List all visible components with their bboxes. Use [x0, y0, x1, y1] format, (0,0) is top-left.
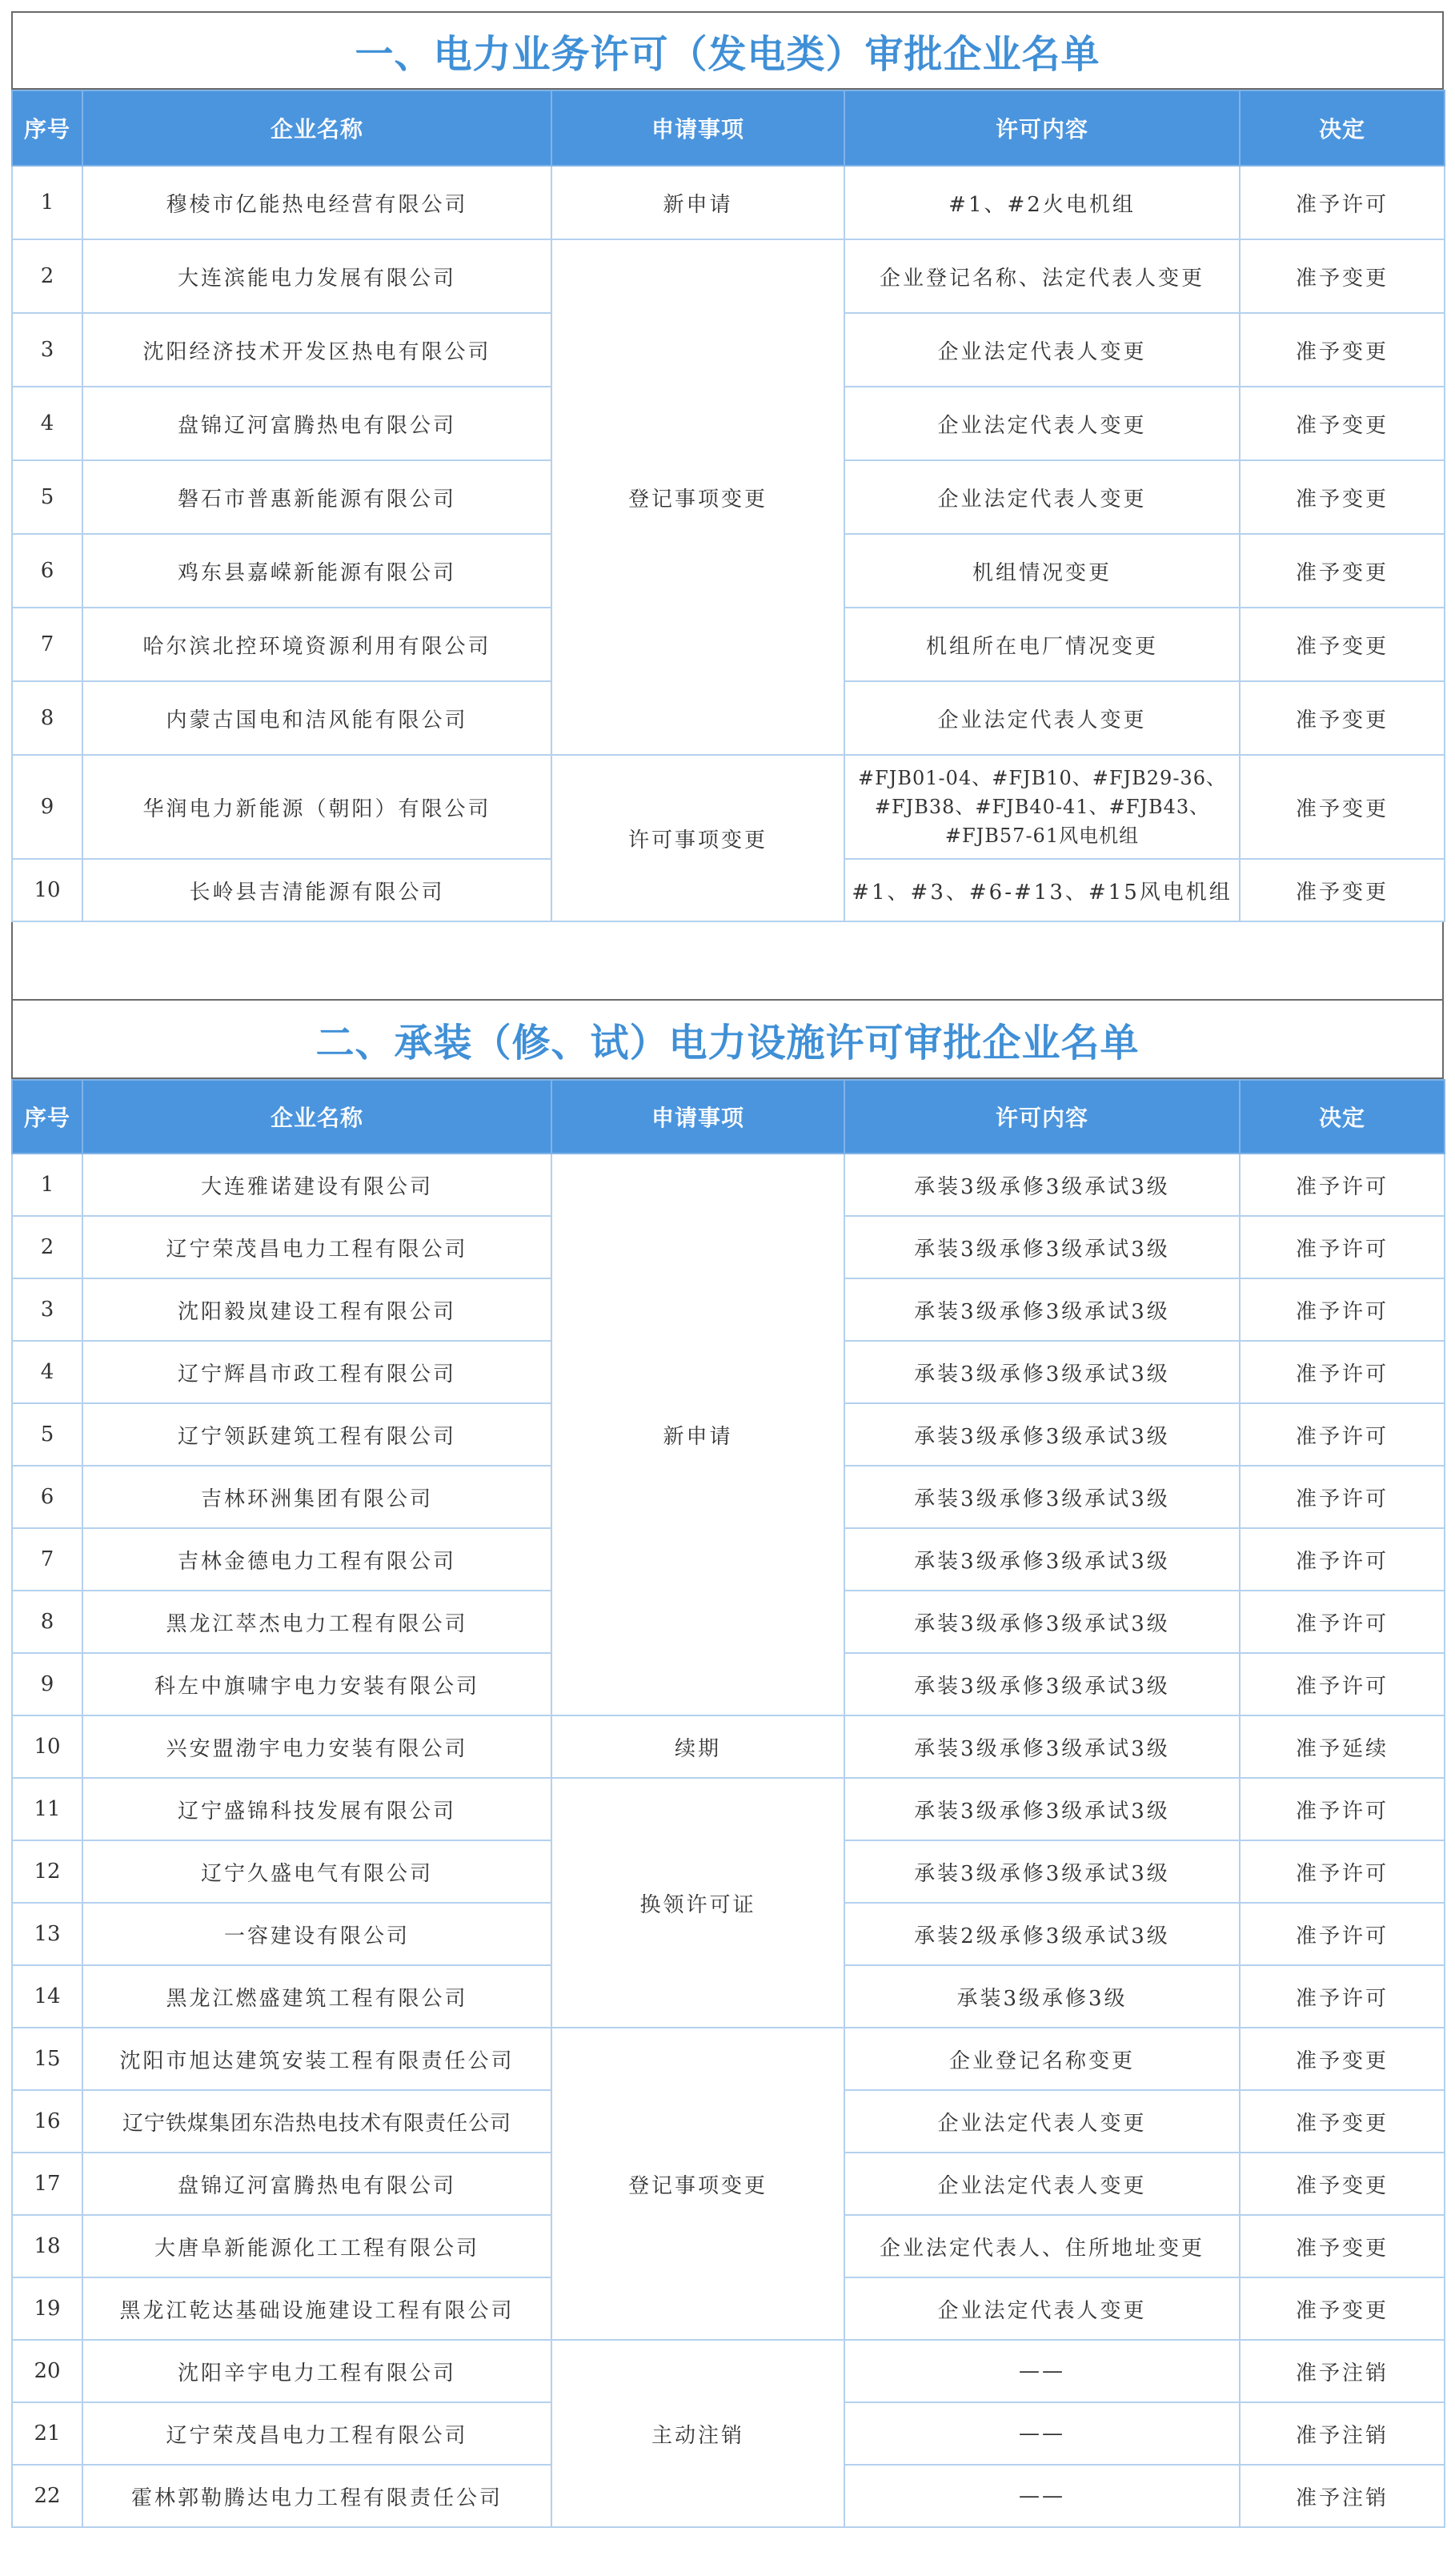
company-name: 科左中旗啸宇电力安装有限公司 — [82, 1653, 551, 1715]
permit-content: 承装3级承修3级承试3级 — [844, 1778, 1240, 1840]
header-no: 序号 — [12, 90, 82, 166]
decision: 准予变更 — [1240, 239, 1445, 313]
row-number: 1 — [12, 1154, 82, 1216]
permit-content: —— — [844, 2465, 1240, 2527]
decision: 准予延续 — [1240, 1715, 1445, 1778]
table-row — [12, 2340, 1445, 2402]
permit-content: 企业法定代表人、住所地址变更 — [844, 2215, 1240, 2277]
company-name: 一容建设有限公司 — [82, 1903, 551, 1965]
row-number: 1 — [12, 166, 82, 239]
decision: 准予许可 — [1240, 1528, 1445, 1591]
company-name: 沈阳市旭达建筑安装工程有限责任公司 — [82, 2028, 551, 2090]
permit-content: 承装3级承修3级承试3级 — [844, 1715, 1240, 1778]
row-number: 6 — [12, 534, 82, 608]
permit-content: 机组所在电厂情况变更 — [844, 608, 1240, 681]
decision: 准予许可 — [1240, 1403, 1445, 1466]
permit-content: 承装3级承修3级承试3级 — [844, 1840, 1240, 1903]
permit-content: 承装3级承修3级承试3级 — [844, 1403, 1240, 1466]
company-name: 磐石市普惠新能源有限公司 — [82, 460, 551, 534]
row-number: 7 — [12, 608, 82, 681]
row-number: 2 — [12, 239, 82, 313]
company-name: 辽宁领跃建筑工程有限公司 — [82, 1403, 551, 1466]
decision: 准予变更 — [1240, 460, 1445, 534]
table-row — [12, 755, 1445, 859]
permit-content: 企业登记名称、法定代表人变更 — [844, 239, 1240, 313]
decision: 准予许可 — [1240, 1653, 1445, 1715]
row-number: 12 — [12, 1840, 82, 1903]
permit-content: 承装3级承修3级承试3级 — [844, 1216, 1240, 1278]
table-row — [12, 166, 1445, 239]
header-matter: 申请事项 — [551, 1080, 844, 1154]
row-number: 11 — [12, 1778, 82, 1840]
installation-license-table — [11, 1079, 1445, 2528]
company-name: 兴安盟渤宇电力安装有限公司 — [82, 1715, 551, 1778]
company-name: 穆棱市亿能热电经营有限公司 — [82, 166, 551, 239]
decision: 准予许可 — [1240, 1591, 1445, 1653]
company-name: 霍林郭勒腾达电力工程有限责任公司 — [82, 2465, 551, 2527]
row-number: 15 — [12, 2028, 82, 2090]
permit-content: 企业法定代表人变更 — [844, 387, 1240, 460]
permit-content: 承装2级承修3级承试3级 — [844, 1903, 1240, 1965]
company-name: 大连滨能电力发展有限公司 — [82, 239, 551, 313]
company-name: 黑龙江乾达基础设施建设工程有限公司 — [82, 2277, 551, 2340]
document — [11, 11, 1444, 2528]
row-number: 17 — [12, 2153, 82, 2215]
row-number: 3 — [12, 1278, 82, 1341]
company-name: 辽宁盛锦科技发展有限公司 — [82, 1778, 551, 1840]
decision: 准予变更 — [1240, 608, 1445, 681]
company-name: 黑龙江燃盛建筑工程有限公司 — [82, 1965, 551, 2028]
decision: 准予变更 — [1240, 2215, 1445, 2277]
permit-content-line: #FJB38、#FJB40-41、#FJB43、 — [874, 796, 1210, 818]
decision: 准予变更 — [1240, 534, 1445, 608]
decision: 准予变更 — [1240, 2153, 1445, 2215]
header-content: 许可内容 — [844, 1080, 1240, 1154]
decision: 准予许可 — [1240, 1341, 1445, 1403]
permit-content — [844, 755, 1240, 859]
application-matter: 换领许可证 — [551, 1778, 844, 2028]
company-name: 大连雅诺建设有限公司 — [82, 1154, 551, 1216]
row-number: 6 — [12, 1466, 82, 1528]
permit-content: 承装3级承修3级承试3级 — [844, 1278, 1240, 1341]
decision: 准予变更 — [1240, 2277, 1445, 2340]
row-number: 7 — [12, 1528, 82, 1591]
section-2-title: 二、承装（修、试）电力设施许可审批企业名单 — [315, 1020, 1140, 1065]
permit-content: 承装3级承修3级承试3级 — [844, 1653, 1240, 1715]
row-number: 5 — [12, 1403, 82, 1466]
permit-content: 承装3级承修3级承试3级 — [844, 1466, 1240, 1528]
company-name: 华润电力新能源（朝阳）有限公司 — [82, 755, 551, 859]
row-number: 5 — [12, 460, 82, 534]
section-1-title: 一、电力业务许可（发电类）审批企业名单 — [355, 31, 1100, 77]
decision: 准予许可 — [1240, 1154, 1445, 1216]
company-name: 盘锦辽河富腾热电有限公司 — [82, 2153, 551, 2215]
table-row — [12, 1778, 1445, 1840]
permit-content: 机组情况变更 — [844, 534, 1240, 608]
table-row — [12, 239, 1445, 313]
permit-content: 企业法定代表人变更 — [844, 2153, 1240, 2215]
application-matter: 登记事项变更 — [551, 239, 844, 755]
row-number: 2 — [12, 1216, 82, 1278]
company-name: 吉林环洲集团有限公司 — [82, 1466, 551, 1528]
permit-content: 承装3级承修3级 — [844, 1965, 1240, 2028]
permit-content: 承装3级承修3级承试3级 — [844, 1154, 1240, 1216]
decision: 准予变更 — [1240, 2090, 1445, 2153]
row-number: 9 — [12, 1653, 82, 1715]
row-number: 10 — [12, 1715, 82, 1778]
application-matter: 新申请 — [551, 1154, 844, 1715]
permit-content: #1、#3、#6-#13、#15风电机组 — [844, 859, 1240, 921]
decision: 准予变更 — [1240, 313, 1445, 387]
decision: 准予变更 — [1240, 681, 1445, 755]
permit-content: #1、#2火电机组 — [844, 166, 1240, 239]
row-number: 8 — [12, 681, 82, 755]
row-number: 20 — [12, 2340, 82, 2402]
row-number: 9 — [12, 755, 82, 859]
company-name: 内蒙古国电和洁风能有限公司 — [82, 681, 551, 755]
section-spacer — [11, 922, 1444, 1001]
company-name: 辽宁辉昌市政工程有限公司 — [82, 1341, 551, 1403]
company-name: 辽宁荣茂昌电力工程有限公司 — [82, 2402, 551, 2465]
section-1-title-bar — [11, 11, 1444, 90]
permit-content: 承装3级承修3级承试3级 — [844, 1591, 1240, 1653]
permit-content-line: #FJB57-61风电机组 — [944, 825, 1140, 847]
decision: 准予注销 — [1240, 2402, 1445, 2465]
table-row — [12, 2028, 1445, 2090]
row-number: 10 — [12, 859, 82, 921]
company-name: 沈阳经济技术开发区热电有限公司 — [82, 313, 551, 387]
company-name: 辽宁久盛电气有限公司 — [82, 1840, 551, 1903]
row-number: 13 — [12, 1903, 82, 1965]
permit-content: 企业法定代表人变更 — [844, 313, 1240, 387]
company-name: 沈阳辛宇电力工程有限公司 — [82, 2340, 551, 2402]
row-number: 3 — [12, 313, 82, 387]
decision: 准予变更 — [1240, 859, 1445, 921]
permit-content: 企业法定代表人变更 — [844, 2277, 1240, 2340]
decision: 准予变更 — [1240, 2028, 1445, 2090]
header-content: 许可内容 — [844, 90, 1240, 166]
row-number: 4 — [12, 1341, 82, 1403]
company-name: 长岭县吉清能源有限公司 — [82, 859, 551, 921]
application-matter: 新申请 — [551, 166, 844, 239]
section-2-title-bar — [11, 1001, 1444, 1079]
table-row — [12, 1154, 1445, 1216]
company-name: 哈尔滨北控环境资源利用有限公司 — [82, 608, 551, 681]
header-decision: 决定 — [1240, 1080, 1445, 1154]
row-number: 18 — [12, 2215, 82, 2277]
company-name: 黑龙江萃杰电力工程有限公司 — [82, 1591, 551, 1653]
permit-content: —— — [844, 2340, 1240, 2402]
application-matter: 主动注销 — [551, 2340, 844, 2527]
decision: 准予许可 — [1240, 1278, 1445, 1341]
row-number: 4 — [12, 387, 82, 460]
decision: 准予许可 — [1240, 1840, 1445, 1903]
row-number: 21 — [12, 2402, 82, 2465]
decision: 准予许可 — [1240, 1903, 1445, 1965]
row-number: 19 — [12, 2277, 82, 2340]
decision: 准予注销 — [1240, 2340, 1445, 2402]
table-header-row — [12, 90, 1445, 166]
company-name: 鸡东县嘉嵘新能源有限公司 — [82, 534, 551, 608]
generation-license-table — [11, 90, 1445, 922]
decision: 准予许可 — [1240, 1965, 1445, 2028]
permit-content: 企业法定代表人变更 — [844, 681, 1240, 755]
decision: 准予变更 — [1240, 387, 1445, 460]
row-number: 8 — [12, 1591, 82, 1653]
header-no: 序号 — [12, 1080, 82, 1154]
row-number: 16 — [12, 2090, 82, 2153]
table-row — [12, 1715, 1445, 1778]
decision: 准予许可 — [1240, 1778, 1445, 1840]
application-matter: 许可事项变更 — [551, 755, 844, 921]
permit-content: 企业法定代表人变更 — [844, 460, 1240, 534]
decision: 准予许可 — [1240, 1216, 1445, 1278]
row-number: 22 — [12, 2465, 82, 2527]
permit-content: 承装3级承修3级承试3级 — [844, 1528, 1240, 1591]
permit-content: 承装3级承修3级承试3级 — [844, 1341, 1240, 1403]
company-name: 大唐阜新能源化工工程有限公司 — [82, 2215, 551, 2277]
application-matter: 登记事项变更 — [551, 2028, 844, 2340]
header-decision: 决定 — [1240, 90, 1445, 166]
permit-content: —— — [844, 2402, 1240, 2465]
decision: 准予变更 — [1240, 755, 1445, 859]
permit-content-line: #FJB01-04、#FJB10、#FJB29-36、 — [858, 767, 1226, 789]
company-name: 盘锦辽河富腾热电有限公司 — [82, 387, 551, 460]
decision: 准予许可 — [1240, 166, 1445, 239]
company-name: 沈阳毅岚建设工程有限公司 — [82, 1278, 551, 1341]
application-matter: 续期 — [551, 1715, 844, 1778]
company-name: 吉林金德电力工程有限公司 — [82, 1528, 551, 1591]
header-matter: 申请事项 — [551, 90, 844, 166]
row-number: 14 — [12, 1965, 82, 2028]
table-header-row — [12, 1080, 1445, 1154]
company-name: 辽宁荣茂昌电力工程有限公司 — [82, 1216, 551, 1278]
decision: 准予许可 — [1240, 1466, 1445, 1528]
decision: 准予注销 — [1240, 2465, 1445, 2527]
permit-content: 企业登记名称变更 — [844, 2028, 1240, 2090]
permit-content: 企业法定代表人变更 — [844, 2090, 1240, 2153]
header-company: 企业名称 — [82, 90, 551, 166]
header-company: 企业名称 — [82, 1080, 551, 1154]
company-name: 辽宁铁煤集团东浩热电技术有限责任公司 — [82, 2090, 551, 2153]
